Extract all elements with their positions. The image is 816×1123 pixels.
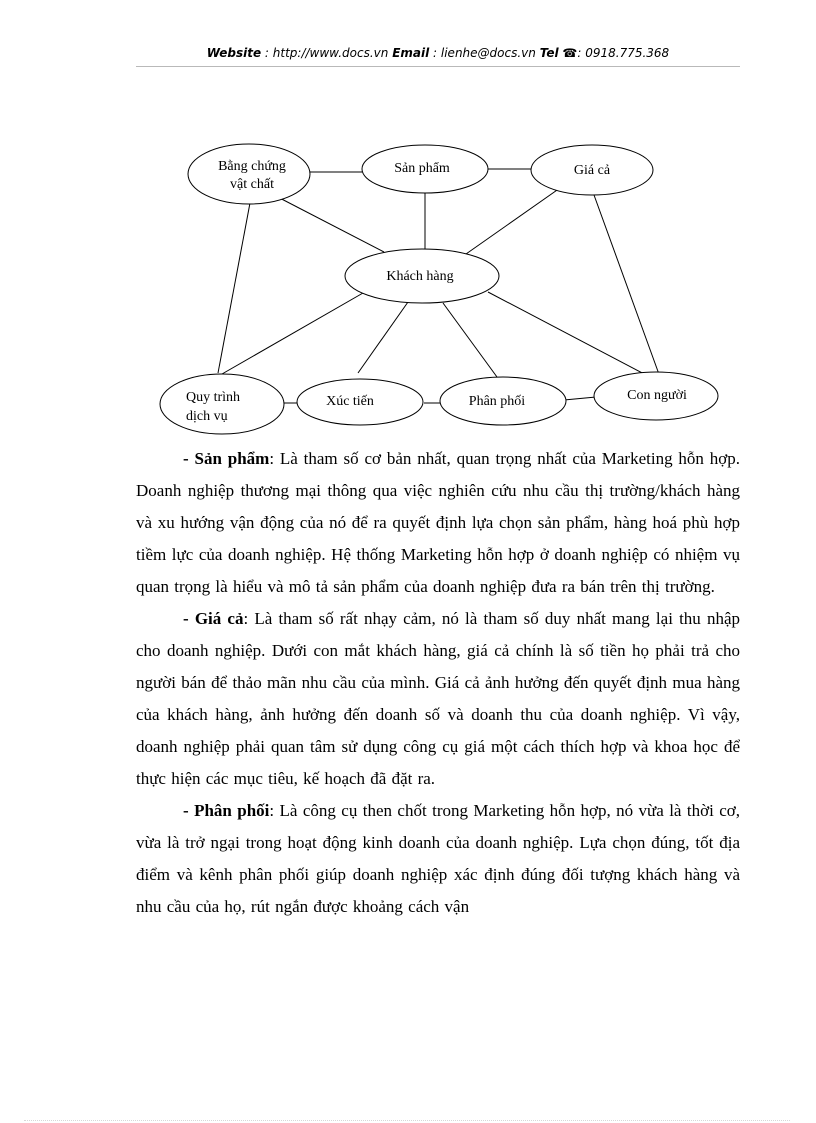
tel-label: Tel — [539, 46, 559, 60]
paragraph-san-pham — [136, 443, 740, 603]
edge-khachhang-connguoi — [488, 292, 650, 377]
paragraph-phan-phoi — [136, 795, 740, 923]
email-separator: : — [429, 46, 441, 60]
node-xuc-tien-label: Xúc tiến — [326, 394, 374, 409]
edge-phanphoi-connguoi — [564, 397, 596, 400]
node-bang-chung-label-1: Bằng chứng — [218, 159, 286, 174]
node-quy-trinh-label-2: dịch vụ — [186, 409, 228, 424]
term-phan-phoi: - Phân phối — [183, 801, 270, 820]
email-address: lienhe@docs.vn — [440, 46, 540, 60]
body-text — [136, 443, 740, 923]
edge-khachhang-xuctien — [358, 302, 408, 373]
paragraph-gia-ca — [136, 603, 740, 795]
node-gia-ca-label: Giá cả — [573, 163, 611, 178]
phone-icon: ☎ — [562, 46, 578, 60]
footer-divider — [24, 1120, 790, 1121]
edge-bangchung-quytrinh — [218, 203, 250, 373]
node-phan-phoi-label: Phân phối — [468, 394, 526, 409]
node-con-nguoi-label: Con người — [627, 388, 687, 403]
node-quy-trinh-label-1: Quy trình — [186, 390, 241, 405]
edge-khachhang-phanphoi — [443, 303, 497, 377]
edge-giaca-khachhang — [466, 188, 560, 254]
website-url: http://www.docs.vn — [272, 46, 393, 60]
node-khach-hang-label: Khách hàng — [386, 269, 454, 284]
node-bang-chung-ellipse — [188, 144, 310, 204]
marketing-mix-diagram — [0, 0, 816, 450]
edge-giaca-connguoi — [594, 195, 660, 377]
term-gia-ca: - Giá cả — [183, 609, 244, 628]
term-san-pham: - Sản phẩm — [183, 449, 270, 468]
email-label: Email — [392, 46, 430, 60]
edge-khachhang-quytrinh — [222, 293, 363, 374]
website-separator: : — [261, 46, 273, 60]
edge-bangchung-khachhang — [270, 193, 384, 252]
node-bang-chung-label-2: vật chất — [230, 177, 274, 192]
paragraph-san-pham-text: : Là tham số cơ bản nhất, quan trọng nhất của Marketing hỗn hợp. Doanh nghiệp thương mại thông qua việc nghiên cứu nhu cầu thị trường/khách hàng và xu hướng vận động của nó để ra quyết định lựa chọn sản phẩm, hàng hoá phù hợp tiềm lực của doanh nghiệp. Hệ thống Marketing hỗn hợp ở doanh nghiệp có nhiệm vụ quan trọng là hiểu và mô tả sản phẩm của doanh nghiệp đưa ra bán trên thị trường. — [136, 449, 740, 596]
paragraph-gia-ca-text: : Là tham số rất nhạy cảm, nó là tham số duy nhất mang lại thu nhập cho doanh nghiệp. Dưới con mắt khách hàng, giá cả chính là số tiền họ phải trả cho người bán để thảo mãn nhu cầu của mình. Giá cả ảnh hưởng đến quyết định mua hàng của khách hàng, ảnh hưởng đến doanh số và doanh thu của doanh nghiệp. Vì vậy, doanh nghiệp phải quan tâm sử dụng công cụ giá một cách thích hợp và khoa học để thực hiện các mục tiêu, kế hoạch đã đặt ra. — [136, 609, 740, 788]
website-label: Website — [206, 46, 262, 60]
tel-number: : 0918.775.368 — [577, 46, 670, 60]
paragraph-phan-phoi-text: : Là công cụ then chốt trong Marketing hỗn hợp, nó vừa là thời cơ, vừa là trở ngại trong hoạt động kinh doanh của doanh nghiệp. Lựa chọn đúng, tốt địa điểm và kênh phân phối giúp doanh nghiệp xác định đúng đối tượng khách hàng và nhu cầu của họ, rút ngắn được khoảng cách vận — [136, 801, 741, 916]
node-san-pham-label: Sản phẩm — [394, 161, 450, 176]
